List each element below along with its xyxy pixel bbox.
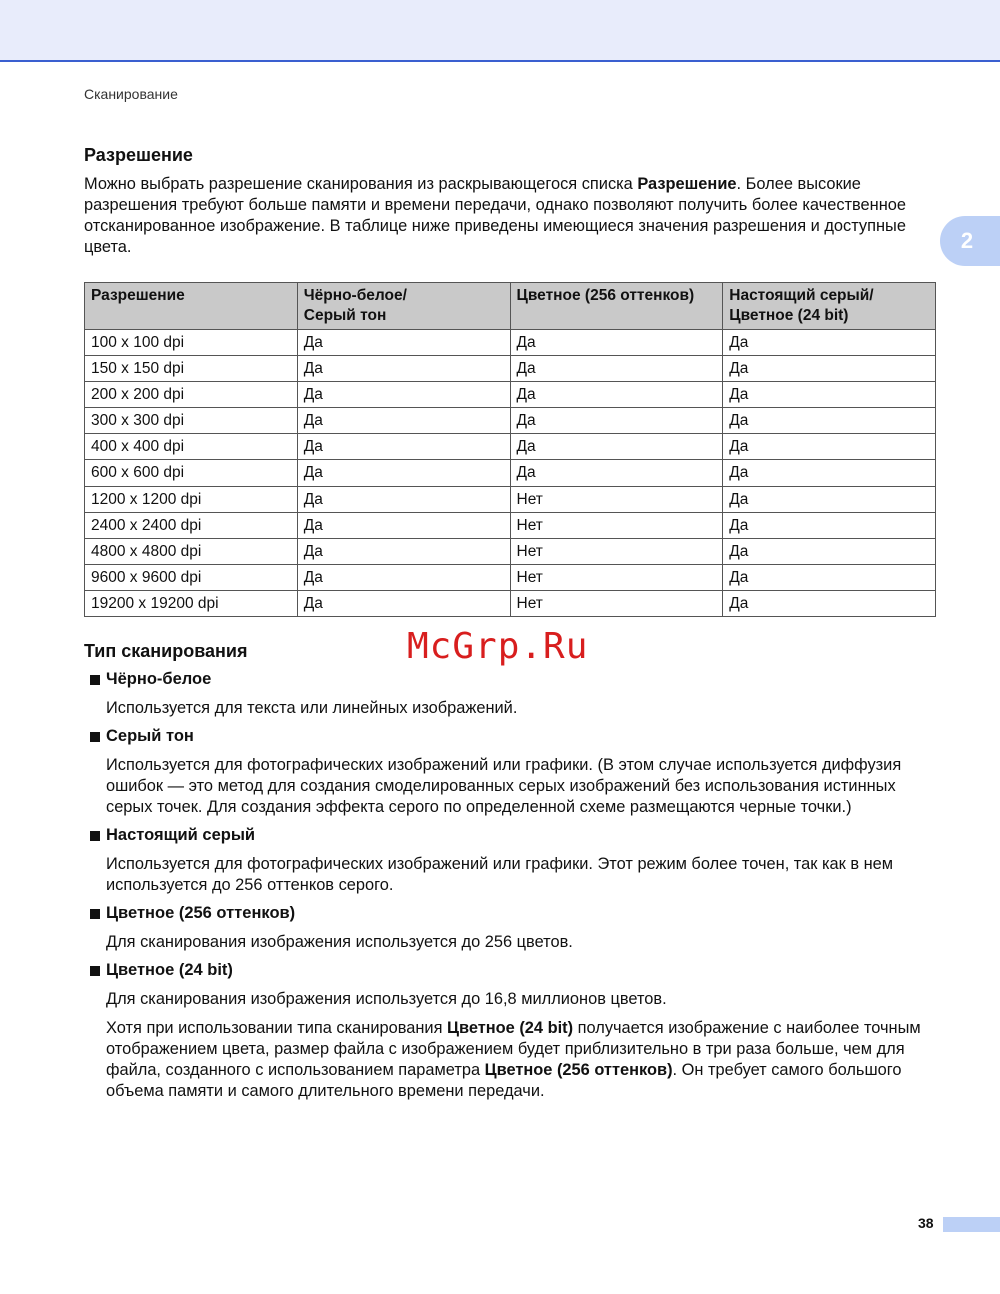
square-bullet-icon xyxy=(90,831,100,841)
scan-mode-name: Настоящий серый xyxy=(106,826,256,845)
col-header-bw-gray: Чёрно-белое/ Серый тон xyxy=(297,283,510,330)
scan-mode-heading xyxy=(90,904,936,923)
cell-bw-gray: Да xyxy=(297,538,510,564)
cell-resolution: 150 x 150 dpi xyxy=(85,356,298,382)
col-header-truegray-24bit: Настоящий серый/ Цветное (24 bit) xyxy=(723,283,936,330)
cell-resolution: 600 x 600 dpi xyxy=(85,460,298,486)
cell-resolution: 1200 x 1200 dpi xyxy=(85,486,298,512)
note-text-2: получается изображение с наиболее точным отображением цвета, размер файла с изображением будет приблизительно в три раза больше, чем для файла, созданного с использованием параметра xyxy=(106,1019,921,1080)
scan-mode-name: Серый тон xyxy=(106,727,194,746)
table-row xyxy=(85,486,936,512)
cell-color-256: Да xyxy=(510,434,723,460)
note-text-1: Хотя при использовании типа сканирования xyxy=(106,1019,447,1038)
cell-bw-gray: Да xyxy=(297,590,510,616)
scan-mode-name: Цветное (24 bit) xyxy=(106,961,233,980)
scan-mode-description: Используется для фотографических изображений или графики. Этот режим более точен, так как в нем используется до 256 оттенков серого. xyxy=(106,855,894,895)
scan-mode-heading xyxy=(90,670,936,689)
intro-bold-term: Разрешение xyxy=(637,175,737,193)
scan-mode-item xyxy=(84,727,936,818)
square-bullet-icon xyxy=(90,966,100,976)
page-number: 38 xyxy=(918,1215,934,1231)
scan-mode-item xyxy=(84,670,936,719)
table-row xyxy=(85,512,936,538)
cell-color-256: Нет xyxy=(510,512,723,538)
scan-mode-name: Цветное (256 оттенков) xyxy=(106,904,296,923)
footer-band xyxy=(943,1217,1000,1232)
top-header-band xyxy=(0,0,1000,62)
cell-resolution: 300 x 300 dpi xyxy=(85,408,298,434)
cell-bw-gray: Да xyxy=(297,460,510,486)
scan-mode-list xyxy=(84,670,936,1010)
cell-color-256: Да xyxy=(510,330,723,356)
cell-truegray-24bit: Да xyxy=(723,564,936,590)
cell-truegray-24bit: Да xyxy=(723,356,936,382)
cell-resolution: 9600 x 9600 dpi xyxy=(85,564,298,590)
cell-truegray-24bit: Да xyxy=(723,408,936,434)
cell-truegray-24bit: Да xyxy=(723,382,936,408)
scan-type-title: Тип сканирования xyxy=(84,641,248,662)
cell-color-256: Нет xyxy=(510,538,723,564)
cell-resolution: 200 x 200 dpi xyxy=(85,382,298,408)
col-header-color-256: Цветное (256 оттенков) xyxy=(510,283,723,330)
scan-mode-item xyxy=(84,826,936,896)
cell-truegray-24bit: Да xyxy=(723,434,936,460)
cell-truegray-24bit: Да xyxy=(723,330,936,356)
scan-mode-heading xyxy=(90,727,936,746)
intro-text-start: Можно выбрать разрешение сканирования из раскрывающегося списка xyxy=(84,175,638,193)
col-header-resolution: Разрешение xyxy=(85,283,298,330)
cell-color-256: Да xyxy=(510,356,723,382)
chapter-tab: 2 xyxy=(940,216,1000,266)
scan-mode-name: Чёрно-белое xyxy=(106,670,212,689)
table-row xyxy=(85,564,936,590)
scan-mode-description: Используется для фотографических изображений или графики. (В этом случае используется диффузия ошибок — это метод для создания смоделированных серых изображений без использования истинных серых точек. Для создания эффекта серого по определенной схеме размещаются черные точки.) xyxy=(106,756,902,817)
cell-color-256: Нет xyxy=(510,590,723,616)
square-bullet-icon xyxy=(90,675,100,685)
scan-mode-item xyxy=(84,961,936,1010)
cell-bw-gray: Да xyxy=(297,330,510,356)
scan-mode-description: Используется для текста или линейных изображений. xyxy=(106,699,518,718)
cell-resolution: 4800 x 4800 dpi xyxy=(85,538,298,564)
cell-color-256: Да xyxy=(510,382,723,408)
scan-mode-description: Для сканирования изображения используется до 16,8 миллионов цветов. xyxy=(106,990,667,1009)
scan-mode-heading xyxy=(90,826,936,845)
cell-resolution: 19200 x 19200 dpi xyxy=(85,590,298,616)
table-body xyxy=(85,330,936,617)
running-header: Сканирование xyxy=(84,86,178,102)
table-row xyxy=(85,590,936,616)
square-bullet-icon xyxy=(90,732,100,742)
cell-bw-gray: Да xyxy=(297,564,510,590)
scan-mode-heading xyxy=(90,961,936,980)
note-bold-2: Цветное (256 оттенков) xyxy=(484,1061,673,1080)
table-header-row xyxy=(85,283,936,330)
cell-bw-gray: Да xyxy=(297,486,510,512)
cell-truegray-24bit: Да xyxy=(723,512,936,538)
cell-truegray-24bit: Да xyxy=(723,590,936,616)
table-row xyxy=(85,356,936,382)
cell-resolution: 400 x 400 dpi xyxy=(85,434,298,460)
cell-color-256: Да xyxy=(510,460,723,486)
watermark: McGrp.Ru xyxy=(407,626,589,667)
note-text-3: . Он требует самого большого объема памяти и самого длительного времени передачи. xyxy=(106,1061,902,1101)
table-row xyxy=(85,538,936,564)
scan-mode-description: Для сканирования изображения используется до 256 цветов. xyxy=(106,933,573,952)
section-title: Разрешение xyxy=(84,145,193,165)
cell-color-256: Нет xyxy=(510,564,723,590)
cell-bw-gray: Да xyxy=(297,434,510,460)
cell-truegray-24bit: Да xyxy=(723,460,936,486)
resolution-table xyxy=(84,282,936,617)
cell-truegray-24bit: Да xyxy=(723,486,936,512)
cell-color-256: Нет xyxy=(510,486,723,512)
cell-bw-gray: Да xyxy=(297,382,510,408)
intro-paragraph xyxy=(84,174,936,258)
note-bold-1: Цветное (24 bit) xyxy=(447,1019,574,1038)
table-row xyxy=(85,330,936,356)
cell-bw-gray: Да xyxy=(297,408,510,434)
intro-text-end: . Более высокие разрешения требуют больше памяти и времени передачи, однако позволяют получить более качественное отсканированное изображение. В таблице ниже приведены имеющиеся значения разрешения и доступные цвета. xyxy=(84,175,907,256)
cell-color-256: Да xyxy=(510,408,723,434)
table-row xyxy=(85,382,936,408)
table-row xyxy=(85,408,936,434)
note-paragraph xyxy=(106,1018,936,1102)
cell-bw-gray: Да xyxy=(297,512,510,538)
cell-bw-gray: Да xyxy=(297,356,510,382)
cell-resolution: 2400 x 2400 dpi xyxy=(85,512,298,538)
scan-mode-item xyxy=(84,904,936,953)
cell-resolution: 100 x 100 dpi xyxy=(85,330,298,356)
square-bullet-icon xyxy=(90,909,100,919)
table-row xyxy=(85,460,936,486)
cell-truegray-24bit: Да xyxy=(723,538,936,564)
table-row xyxy=(85,434,936,460)
